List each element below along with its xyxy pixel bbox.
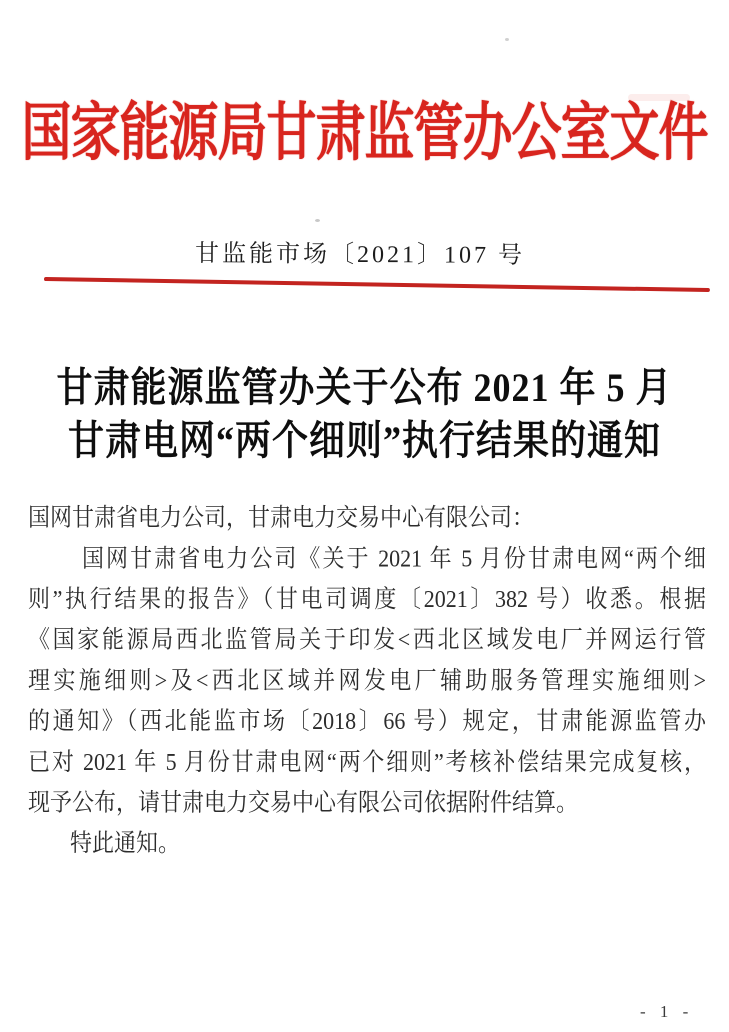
body-line: 的通知》（西北能监市场〔2018〕66 号）规定，甘肃能源监管办 <box>28 707 706 735</box>
document-masthead: 国家能源局甘肃监管办公室文件 <box>21 97 708 169</box>
body-line: 《国家能源局西北监管局关于印发<西北区域发电厂并网运行管 <box>28 625 706 654</box>
body-line: 理实施细则>及<西北区域并网发电厂辅助服务管理实施细则> <box>28 666 706 694</box>
body-line: 国网甘肃省电力公司《关于 2021 年 5 月份甘肃电网“两个细 <box>82 544 706 572</box>
notice-title-line2: 甘肃电网“两个细则”执行结果的通知 <box>67 418 661 463</box>
notice-body <box>28 497 706 863</box>
scan-speck <box>315 219 320 222</box>
body-line: 则”执行结果的报告》（甘电司调度〔2021〕382 号）收悉。根据 <box>28 585 706 613</box>
red-divider-line <box>44 277 710 292</box>
body-line: 已对 2021 年 5 月份甘肃电网“两个细则”考核补偿结果完成复核， <box>28 747 706 776</box>
notice-title <box>0 362 729 467</box>
body-line: 现予公布，请甘肃电力交易中心有限公司依据附件结算。 <box>28 788 579 816</box>
document-number: 甘监能市场〔2021〕107 号 <box>194 241 526 269</box>
body-line-salutation: 国网甘肃省电力公司，甘肃电力交易中心有限公司： <box>28 503 535 532</box>
scan-smudge <box>628 94 690 101</box>
notice-title-line1: 甘肃能源监管办关于公布 2021 年 5 月 <box>56 365 673 411</box>
body-line-closing: 特此通知。 <box>70 829 181 857</box>
scan-speck <box>505 38 509 41</box>
page-number: - 1 - <box>640 1002 694 1021</box>
